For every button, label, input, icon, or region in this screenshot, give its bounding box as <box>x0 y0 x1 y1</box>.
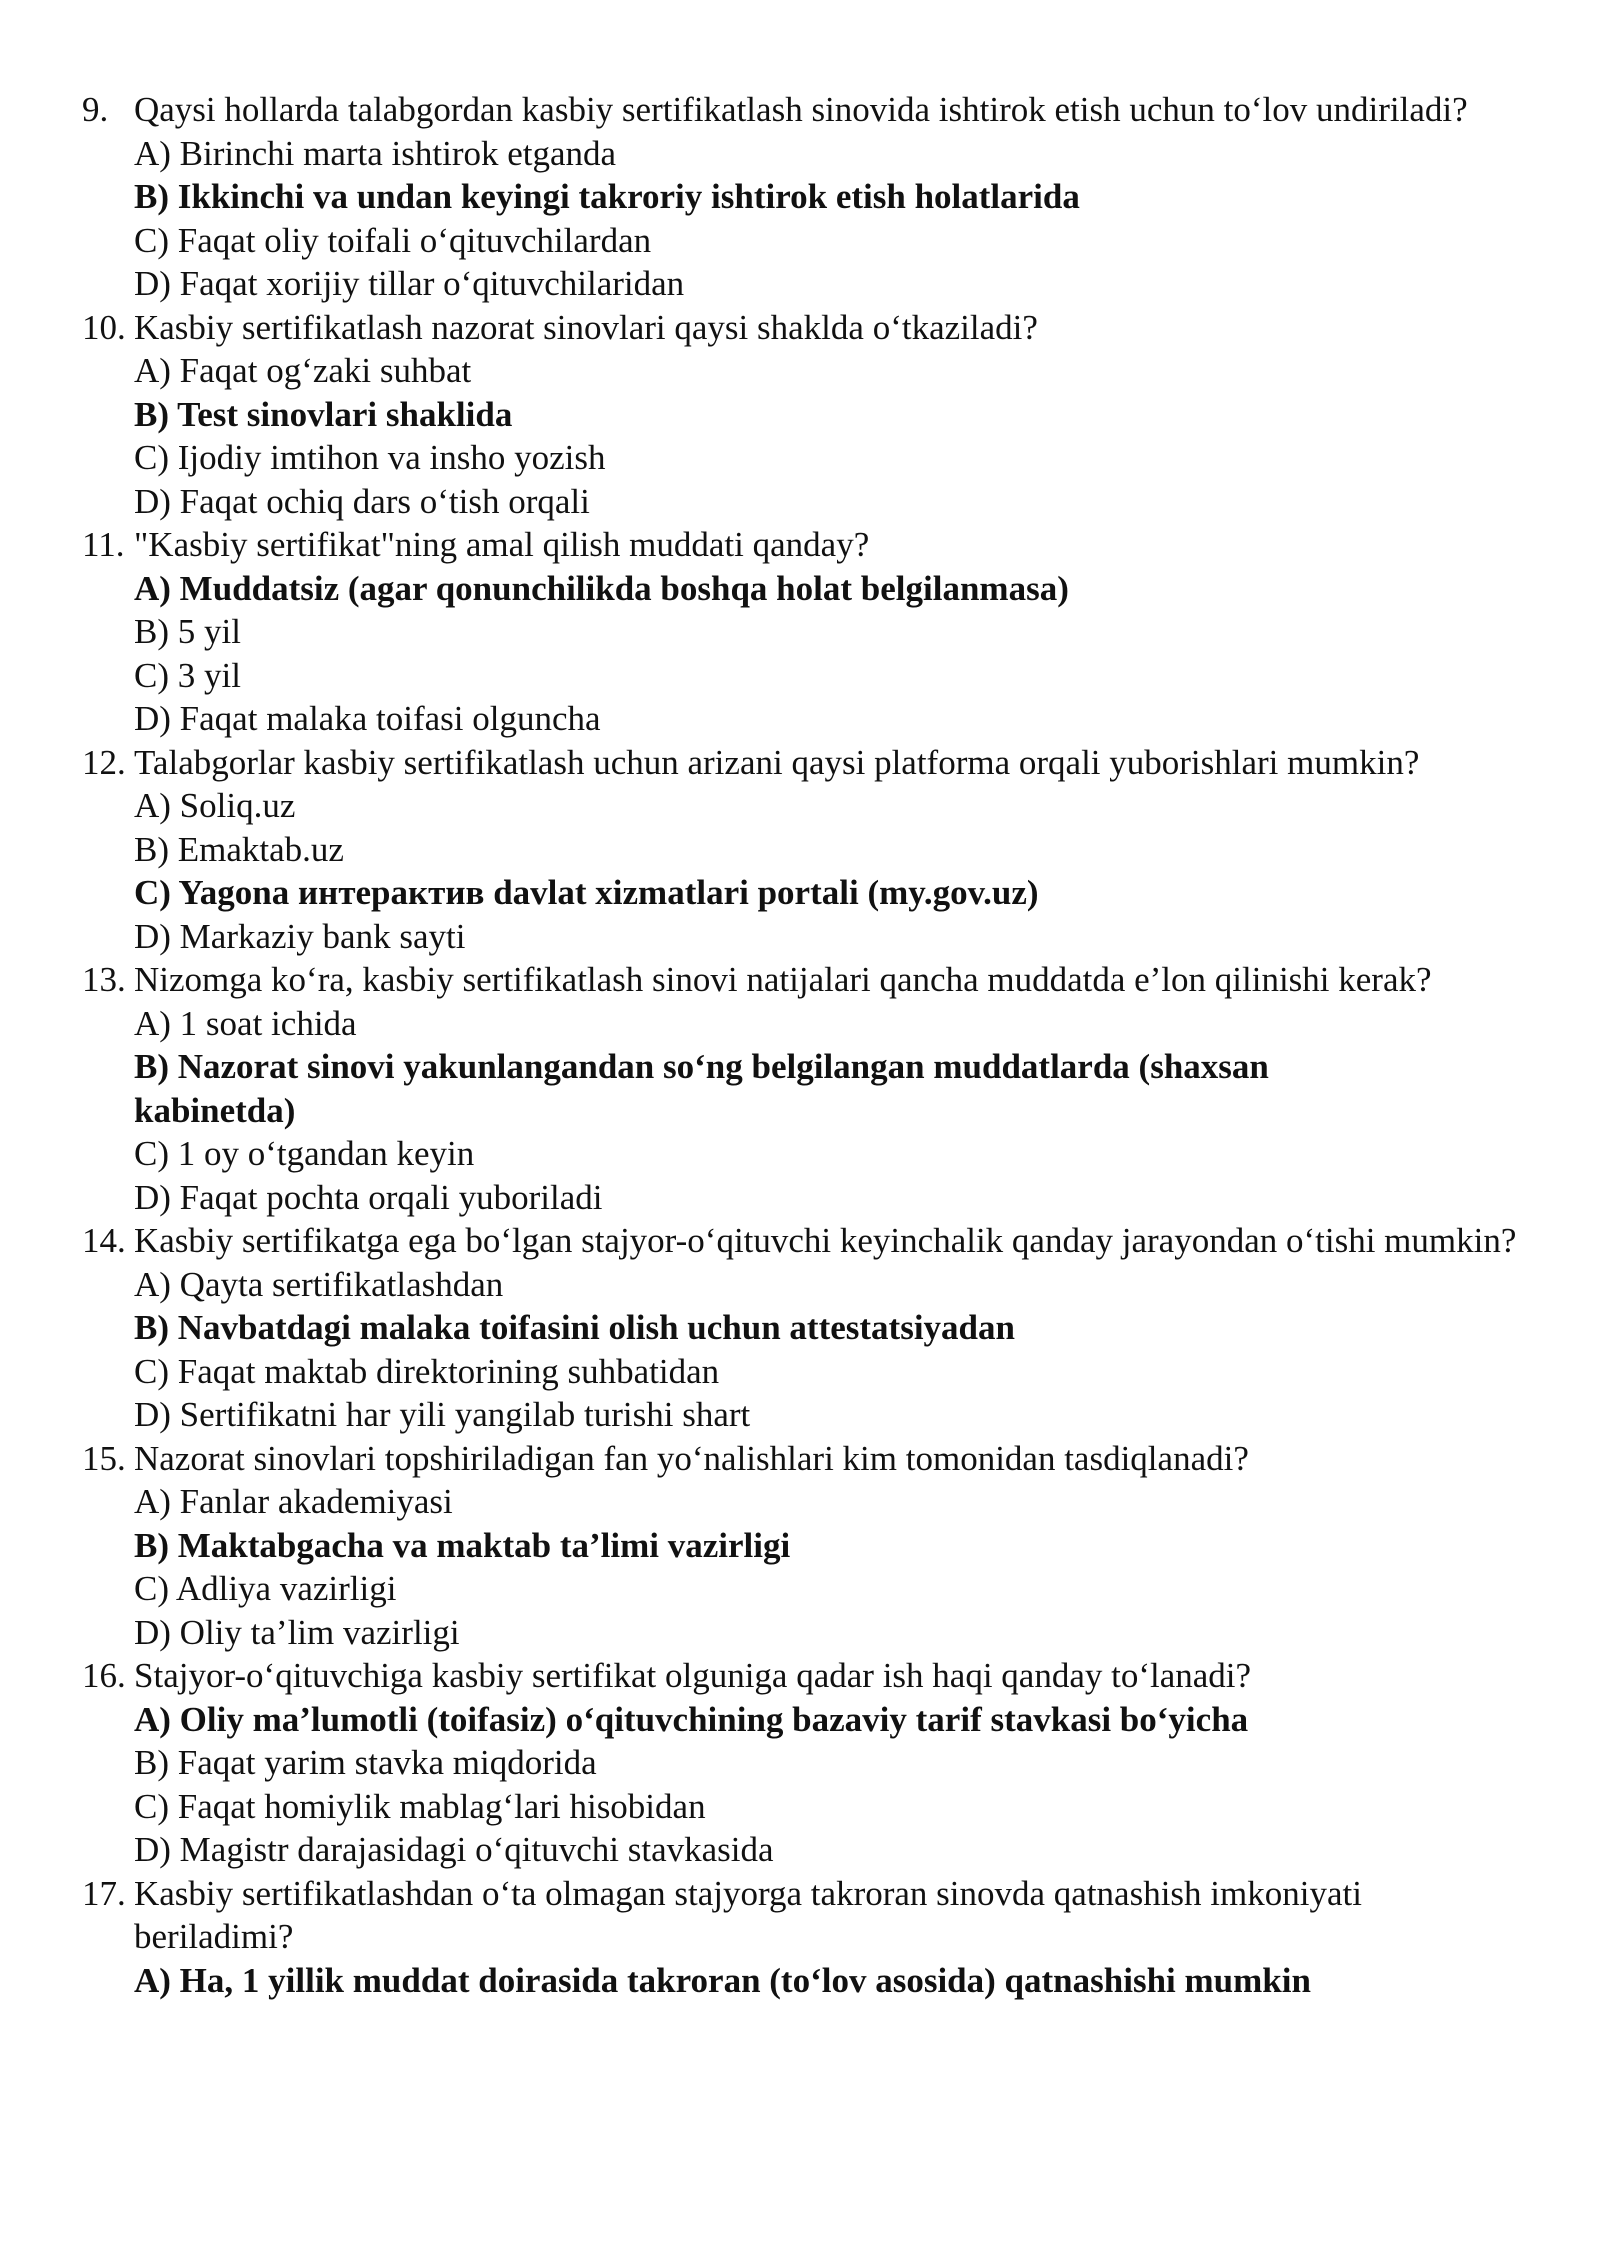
answer-option-correct: C) Yagona интерактив davlat xizmatlari portali (my.gov.uz) <box>134 873 1039 912</box>
answer-option: D) Faqat xorijiy tillar o‘qituvchilaridan <box>134 264 685 303</box>
answer-option-correct: B) Nazorat sinovi yakunlangandan so‘ng belgilangan muddatlarda (shaxsan kabinetda) <box>134 1047 1269 1130</box>
answer-option-correct: B) Test sinovlari shaklida <box>134 394 513 434</box>
answer-option: D) Faqat pochta orqali yuboriladi <box>134 1177 603 1217</box>
answer-option: D) Magistr darajasidagi o‘qituvchi stavkasida <box>134 1830 774 1869</box>
question-text-line <box>0 1872 1600 1959</box>
question-text: Kasbiy sertifikatlashdan o‘ta olmagan stajyorga takroran sinovda qatnashish imkoniyati beriladimi? <box>134 1873 1362 1956</box>
question-text: Kasbiy sertifikatga ega bo‘lgan stajyor-o‘qituvchi keyinchalik qanday jarayondan o‘tishi mumkin? <box>134 1221 1517 1260</box>
answer-option: A) Qayta sertifikatlashdan <box>134 1264 504 1304</box>
answer-option-correct: B) Maktabgacha va maktab ta’limi vazirligi <box>134 1525 791 1565</box>
question-block <box>0 306 1600 524</box>
question-number: 12. <box>82 742 126 782</box>
answer-option: C) Faqat maktab direktorining suhbatidan <box>134 1351 720 1391</box>
question-text: "Kasbiy sertifikat"ning amal qilish muddati qanday? <box>134 525 870 564</box>
answer-option: A) Fanlar akademiyasi <box>134 1482 453 1521</box>
question-block <box>0 741 1600 959</box>
question-text: Talabgorlar kasbiy sertifikatlash uchun arizani qaysi platforma orqali yuborishlari mumkin? <box>134 742 1420 782</box>
question-text: Stajyor-o‘qituvchiga kasbiy sertifikat olguniga qadar ish haqi qanday to‘lanadi? <box>134 1656 1252 1695</box>
question-text: Nizomga ko‘ra, kasbiy sertifikatlash sinovi natijalari qancha muddatda e’lon qilinishi kerak? <box>134 960 1432 999</box>
question-number: 14. <box>82 1221 126 1260</box>
answer-option: D) Markaziy bank sayti <box>134 916 466 956</box>
answer-option: B) 5 yil <box>134 612 241 651</box>
question-text-line <box>0 88 1600 132</box>
answer-option: D) Sertifikatni har yili yangilab turishi shart <box>134 1395 751 1434</box>
question-block <box>0 1219 1600 1437</box>
answer-option-correct: A) Ha, 1 yillik muddat doirasida takroran (to‘lov asosida) qatnashishi mumkin <box>134 1960 1311 2000</box>
question-number: 16. <box>82 1656 126 1695</box>
answer-option-correct: A) Oliy ma’lumotli (toifasiz) o‘qituvchining bazaviy tarif stavkasi bo‘yicha <box>134 1699 1249 1739</box>
answer-option: C) Adliya vazirligi <box>134 1569 397 1608</box>
answer-option-correct: B) Ikkinchi va undan keyingi takroriy ishtirok etish holatlarida <box>134 177 1080 216</box>
question-text-line <box>0 1219 1600 1263</box>
question-text-line <box>0 1654 1600 1698</box>
answer-option: B) Emaktab.uz <box>134 829 344 869</box>
question-text: Qaysi hollarda talabgordan kasbiy sertifikatlash sinovida ishtirok etish uchun to‘lov undiriladi? <box>134 90 1468 129</box>
question-block <box>0 1872 1600 2003</box>
question-block <box>0 958 1600 1219</box>
question-text: Nazorat sinovlari topshiriladigan fan yo‘nalishlari kim tomonidan tasdiqlanadi? <box>134 1438 1249 1478</box>
answer-option: B) Faqat yarim stavka miqdorida <box>134 1743 597 1782</box>
answer-option: A) Faqat og‘zaki suhbat <box>134 351 472 390</box>
answer-option: C) 3 yil <box>134 655 241 695</box>
question-number: 11. <box>82 525 125 564</box>
answer-option: D) Faqat malaka toifasi olguncha <box>134 699 601 738</box>
question-number: 9. <box>82 90 109 129</box>
answer-option: D) Faqat ochiq dars o‘tish orqali <box>134 481 590 521</box>
question-text-line <box>0 741 1600 785</box>
question-number: 15. <box>82 1438 126 1478</box>
answer-option: C) Faqat homiylik mablag‘lari hisobidan <box>134 1786 706 1826</box>
question-block <box>0 1437 1600 1655</box>
answer-option: D) Oliy ta’lim vazirligi <box>134 1612 460 1652</box>
answer-option: C) Faqat oliy toifali o‘qituvchilardan <box>134 220 652 260</box>
question-block <box>0 523 1600 741</box>
answer-option: A) 1 soat ichida <box>134 1003 357 1043</box>
question-number: 13. <box>82 960 126 999</box>
question-block <box>0 88 1600 306</box>
question-text-line <box>0 306 1600 350</box>
question-text-line <box>0 523 1600 567</box>
answer-option-correct: B) Navbatdagi malaka toifasini olish uchun attestatsiyadan <box>134 1308 1015 1347</box>
question-block <box>0 1654 1600 1872</box>
question-number: 17. <box>82 1873 126 1913</box>
question-text-line <box>0 958 1600 1002</box>
answer-option: C) Ijodiy imtihon va insho yozish <box>134 438 606 477</box>
document-page <box>0 88 1600 2002</box>
answer-option: A) Soliq.uz <box>134 786 296 825</box>
answer-option-correct: A) Muddatsiz (agar qonunchilikda boshqa holat belgilanmasa) <box>134 568 1069 608</box>
answer-option: A) Birinchi marta ishtirok etganda <box>134 133 617 173</box>
question-text: Kasbiy sertifikatlash nazorat sinovlari qaysi shaklda o‘tkaziladi? <box>134 307 1038 347</box>
answer-option: C) 1 oy o‘tgandan keyin <box>134 1134 475 1173</box>
question-text-line <box>0 1437 1600 1481</box>
question-number: 10. <box>82 307 126 347</box>
